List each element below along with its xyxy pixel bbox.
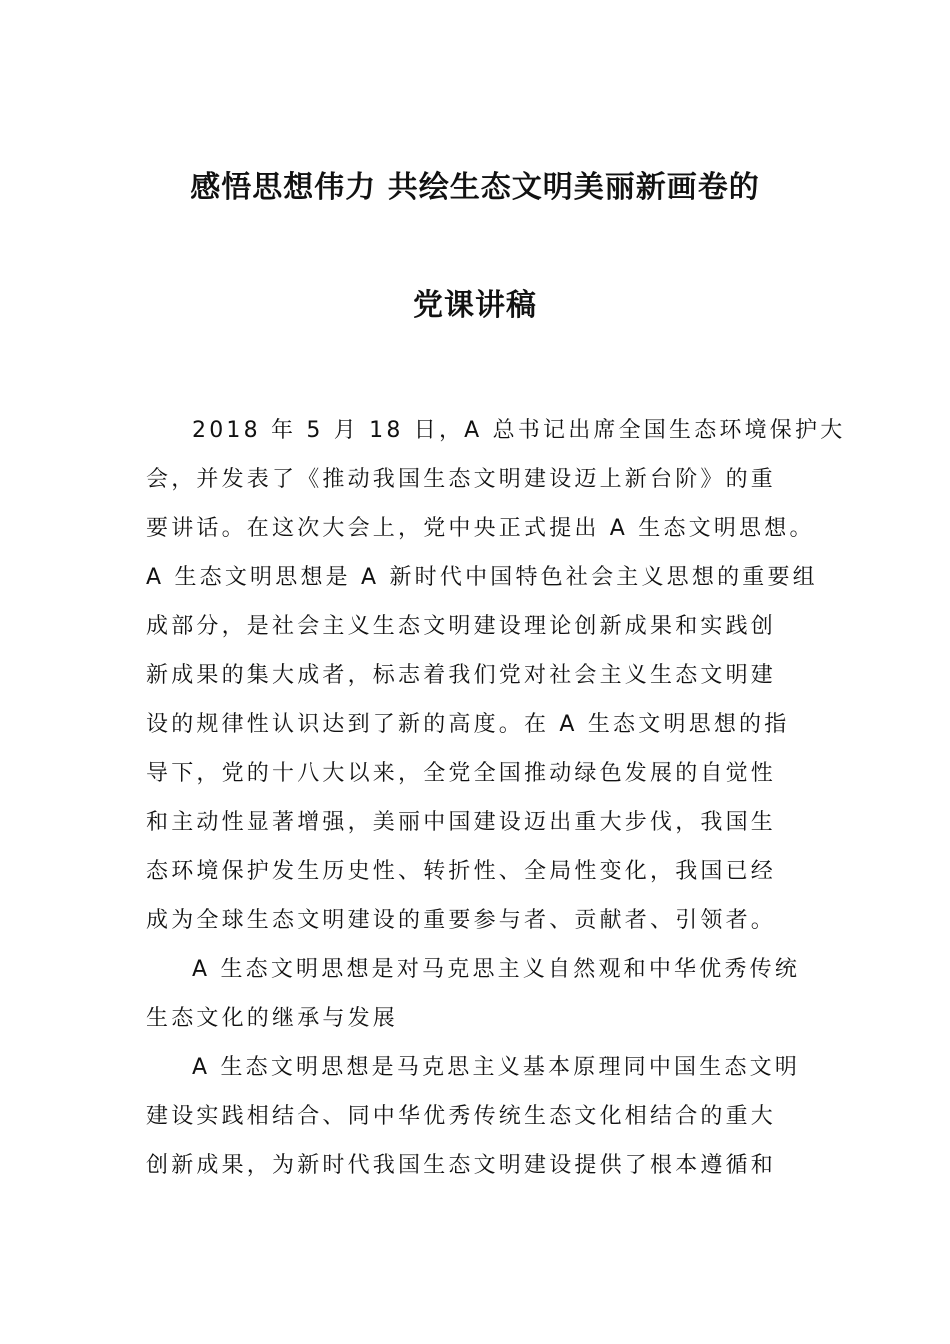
paragraph-1-line-9: 和主动性显著增强，美丽中国建设迈出重大步伐，我国生 bbox=[146, 810, 777, 835]
paragraph-1-line-1: 2018 年 5 月 18 日，A 总书记出席全国生态环境保护大 bbox=[192, 418, 846, 443]
paragraph-1-line-10: 态环境保护发生历史性、转折性、全局性变化，我国已经 bbox=[146, 859, 777, 884]
paragraph-1-line-2: 会，并发表了《推动我国生态文明建设迈上新台阶》的重 bbox=[146, 467, 777, 492]
paragraph-1-line-8: 导下，党的十八大以来，全党全国推动绿色发展的自觉性 bbox=[146, 761, 777, 786]
document-title-line-2: 党课讲稿 bbox=[413, 288, 537, 323]
paragraph-2-line-2: 建设实践相结合、同中华优秀传统生态文化相结合的重大 bbox=[146, 1104, 777, 1129]
paragraph-1-line-7: 设的规律性认识达到了新的高度。在 A 生态文明思想的指 bbox=[146, 712, 790, 737]
section-heading-line-1: A 生态文明思想是对马克思主义自然观和中华优秀传统 bbox=[192, 957, 801, 982]
paragraph-1-line-5: 成部分，是社会主义生态文明建设理论创新成果和实践创 bbox=[146, 614, 777, 639]
section-heading-line-2: 生态文化的继承与发展 bbox=[146, 1006, 399, 1031]
document-title-line-1: 感悟思想伟力 共绘生态文明美丽新画卷的 bbox=[190, 170, 760, 205]
paragraph-1-line-3: 要讲话。在这次大会上，党中央正式提出 A 生态文明思想。 bbox=[146, 516, 815, 541]
paragraph-1-line-6: 新成果的集大成者，标志着我们党对社会主义生态文明建 bbox=[146, 663, 777, 688]
paragraph-2-line-1: A 生态文明思想是马克思主义基本原理同中国生态文明 bbox=[192, 1055, 801, 1080]
paragraph-1-line-4: A 生态文明思想是 A 新时代中国特色社会主义思想的重要组 bbox=[146, 565, 818, 590]
paragraph-2-line-3: 创新成果，为新时代我国生态文明建设提供了根本遵循和 bbox=[146, 1153, 777, 1178]
paragraph-1-line-11: 成为全球生态文明建设的重要参与者、贡献者、引领者。 bbox=[146, 908, 777, 933]
